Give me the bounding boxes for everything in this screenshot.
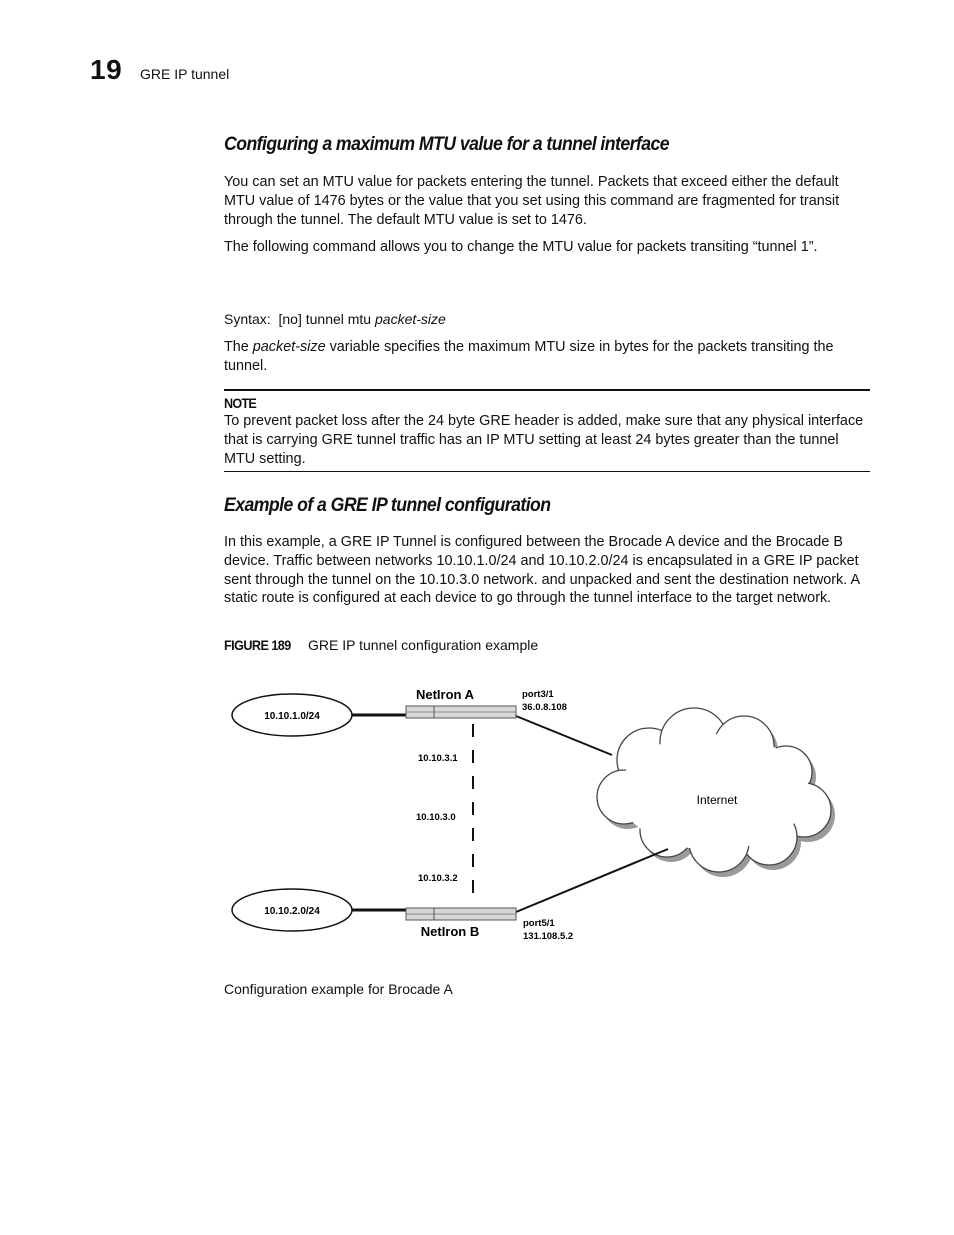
- example-paragraph: In this example, a GRE IP Tunnel is configured between the Brocade A device and the Brocade B device. Traffic between networks 10.10.1.0/24 and 10.10.2.0/24 is encapsulated in a GRE IP packet sent through the tunnel on the 10.10.3.0 network. and unpacked and sent the destination network. A static route is configured at each device to go through the tunnel interface to the target network.: [224, 534, 860, 607]
- desc-variable: packet-size: [252, 339, 326, 355]
- gre-tunnel-diagram: [224, 672, 844, 952]
- chapter-title: GRE IP tunnel: [140, 66, 230, 82]
- note-label: NOTE: [224, 395, 257, 411]
- internet-cloud: [597, 708, 835, 877]
- tunnel-ip-b: 10.10.3.2: [418, 873, 458, 884]
- link-router-b-internet: [516, 849, 668, 912]
- port-b-ip: 131.108.5.2: [523, 931, 574, 942]
- router-a-label: NetIron A: [415, 687, 475, 702]
- config-example-title: Configuration example for Brocade A: [224, 981, 453, 997]
- syntax-label: Syntax:: [224, 311, 271, 327]
- router-b-icon: [406, 908, 516, 920]
- figure-caption-text: GRE IP tunnel configuration example: [308, 637, 539, 653]
- note-bottom-rule: [224, 471, 870, 472]
- figure-caption: [224, 637, 538, 653]
- cloud-label: Internet: [696, 793, 738, 807]
- figure-label: FIGURE 189: [224, 637, 291, 653]
- section-heading-mtu: Configuring a maximum MTU value for a tunnel interface: [224, 134, 670, 155]
- port-a-label: port3/1: [522, 689, 554, 700]
- tunnel-network: 10.10.3.0: [416, 812, 456, 823]
- syntax-line: [224, 311, 446, 327]
- chapter-number: 19: [90, 54, 123, 85]
- packet-size-description: [224, 338, 870, 376]
- syntax-command: [no] tunnel mtu: [278, 311, 372, 327]
- network-b-label: 10.10.2.0/24: [264, 906, 320, 917]
- port-b-label: port5/1: [523, 918, 555, 929]
- note-text: To prevent packet loss after the 24 byte GRE header is added, make sure that any physical interface that is carrying GRE tunnel traffic has an IP MTU setting at least 24 bytes greater than the tunnel MTU setting.: [224, 413, 864, 467]
- note-top-rule: [224, 389, 870, 391]
- mtu-intro-paragraph: You can set an MTU value for packets entering the tunnel. Packets that exceed either the default MTU value of 1476 bytes or the value that you set using this command are fragmented for transit through the tunnel. The default MTU value is set to 1476.: [224, 174, 840, 228]
- section-heading-example: Example of a GRE IP tunnel configuration: [224, 495, 551, 516]
- link-router-a-internet: [516, 716, 612, 755]
- router-a-icon: [406, 706, 516, 718]
- desc-suffix: variable specifies the maximum MTU size in bytes for the packets transiting the tunnel.: [224, 339, 834, 374]
- tunnel-ip-a: 10.10.3.1: [418, 753, 458, 764]
- syntax-variable: packet-size: [375, 311, 446, 327]
- network-a-label: 10.10.1.0/24: [264, 711, 320, 722]
- router-b-label: NetIron B: [420, 924, 480, 939]
- port-a-ip: 36.0.8.108: [522, 702, 567, 713]
- mtu-command-paragraph: The following command allows you to change the MTU value for packets transiting “tunnel 1”.: [224, 239, 818, 255]
- desc-prefix: The: [224, 339, 253, 355]
